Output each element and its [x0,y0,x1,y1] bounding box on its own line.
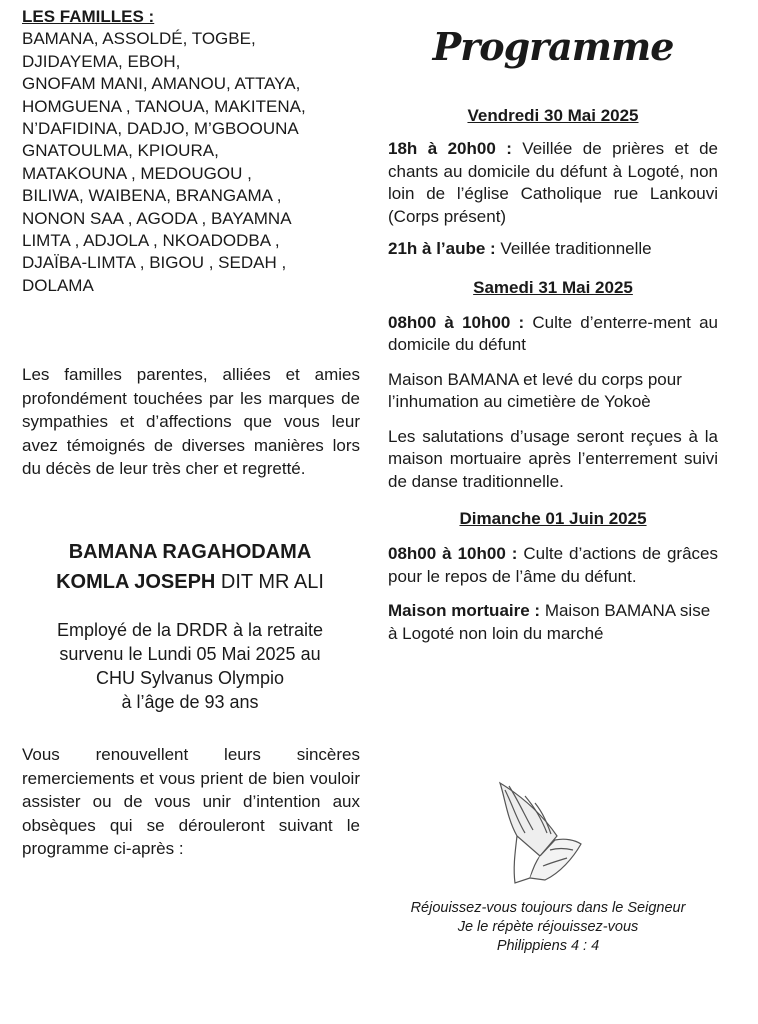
deceased-name [10,537,370,597]
item-text: Maison BAMANA sise à Logoté non loin du marché [388,601,711,643]
family-line: HOMGUENA , TANOUA, MAKITENA, [22,96,306,116]
item-text: Veillée de prières et de chants au domicile du défunt à Logoté, non loin de l’église Catholique rue Lankouvi (Corps présent) [388,139,719,226]
programme [388,106,718,645]
programme-item [388,138,718,228]
item-text: Maison BAMANA et levé du corps pour l’inhumation au cimetière de Yokoè [388,369,682,411]
family-line: DJAÏBA-LIMTA , BIGOU , SEDAH , [22,253,287,273]
item-text: Culte d’actions de grâces pour le repos de l’âme du défunt. [388,544,718,586]
quote-line: Réjouissez-vous toujours dans le Seigneur [410,900,686,916]
families-list [22,6,362,297]
programme-item [388,600,718,645]
quote-line: Je le répète réjouissez-vous [457,919,639,935]
item-time: Maison mortuaire : [388,601,541,620]
item-time: 08h00 à 10h00 : [388,312,525,332]
item-text: Les salutations d’usage seront reçues à la maison mortuaire après l’enterrement suivi de danse traditionnelle. [388,426,718,491]
details-line: CHU Sylvanus Olympio [95,668,285,688]
day-date: Dimanche 01 Juin 2025 [459,509,647,528]
day-date: Samedi 31 Mai 2025 [473,277,633,297]
bible-quote [378,899,718,956]
day-date: Vendredi 30 Mai 2025 [467,106,639,125]
thanks-paragraph: Les familles parentes, alliées et amies profondément touchées par les marques de sympathies et d’affections que vous leur avez témoignés de diverses manières lors du décès de leur très cher et regretté. [22,365,360,478]
deceased-name-line1: BAMANA RAGAHODAMA [68,541,312,563]
programme-item [388,369,718,414]
item-time: 18h à 20h00 : [388,139,512,158]
deceased-alias: DIT MR ALI [215,571,324,593]
details-line: survenu le Lundi 05 Mai 2025 au [59,644,321,664]
family-line: BAMANA, ASSOLDÉ, TOGBE, [22,29,256,49]
family-line: DJIDAYEMA, EBOH, [22,51,181,71]
programme-item [388,312,718,357]
deceased-details [10,618,370,714]
programme-item [388,543,718,588]
family-line: GNOFAM MANI, AMANOU, ATTAYA, [22,74,301,94]
families-heading: LES FAMILLES : [22,7,155,26]
item-time: 21h à l’aube : [388,239,496,258]
details-line: Employé de la DRDR à la retraite [56,620,324,640]
programme-item [388,238,718,261]
family-line: N’DAFIDINA, DADJO, M’GBOOUNA [22,119,299,139]
programme-item [388,426,718,494]
invitation-paragraph: Vous renouvellent leurs sincères remerciements et vous prient de bien vouloir assister ou de vous unir d’intention aux obsèques qui se dérouleront suivant le programme ci-après : [22,745,360,858]
family-line: MATAKOUNA , MEDOUGOU , [22,163,252,183]
family-line: NONON SAA , AGODA , BAYAMNA [22,208,292,228]
praying-hands-icon [495,778,585,888]
deceased-name-line2: KOMLA JOSEPH [56,571,216,593]
item-text: Veillée traditionnelle [495,239,652,258]
family-line: DOLAMA [22,275,94,295]
quote-reference: Philippiens 4 : 4 [496,938,600,954]
item-text: Culte d’enterre-ment au domicile du défunt [388,312,718,354]
family-line: GNATOULMA, KPIOURA, [22,141,219,161]
programme-title: Programme [432,24,674,69]
item-time: 08h00 à 10h00 : [388,544,518,563]
details-line: à l’âge de 93 ans [121,692,259,712]
family-line: BILIWA, WAIBENA, BRANGAMA , [22,186,282,206]
family-line: LIMTA , ADJOLA , NKOADODBA , [22,231,280,251]
